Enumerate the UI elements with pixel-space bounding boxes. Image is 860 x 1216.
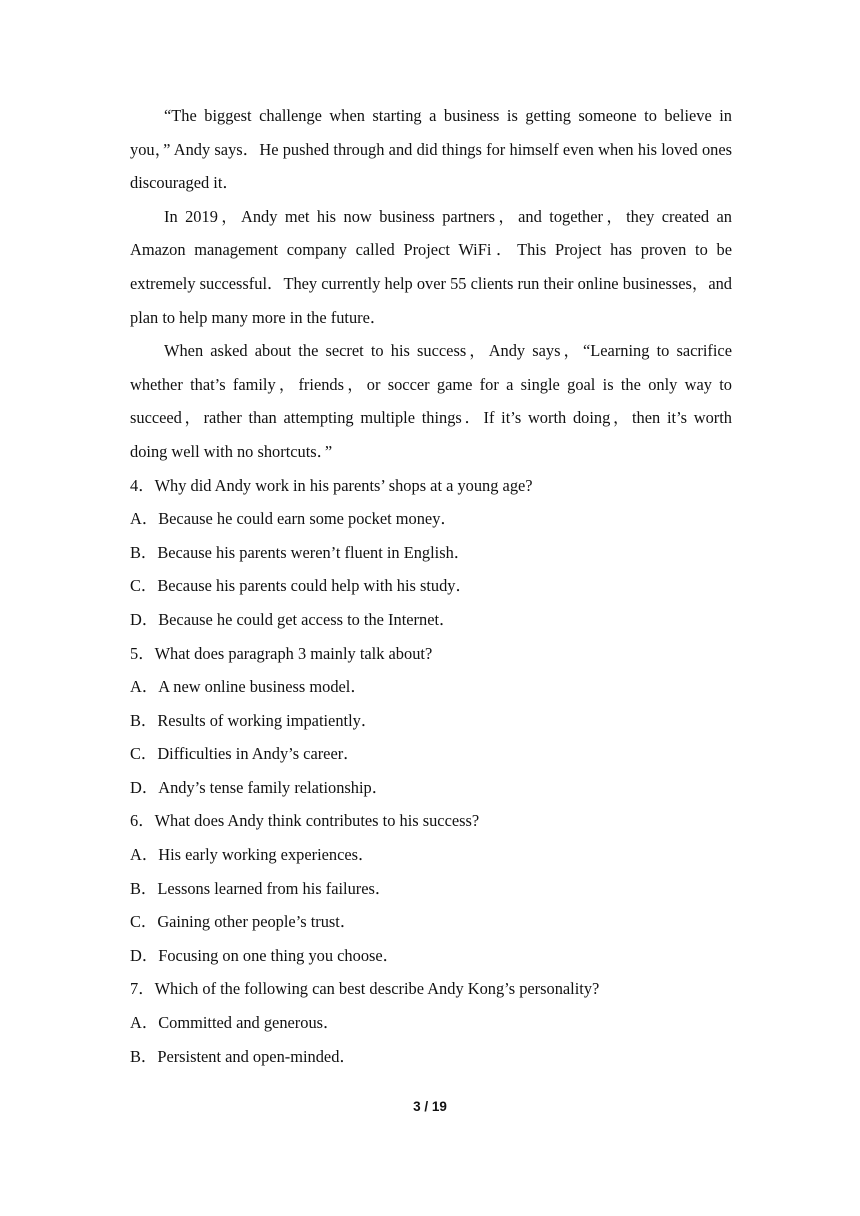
passage-paragraph-3: When asked about the secret to his success，Andy says，“Learning to sacrifice whether that’s family，friends，or soccer game for a single goal is the only way to succeed，rather than attempting multiple things．If it’s worth doing，then it’s worth doing well with no shortcuts．”	[130, 341, 732, 461]
question-stem: 4．Why did Andy work in his parents’ shops at a young age?	[130, 475, 533, 495]
option-d: D．Focusing on one thing you choose．	[130, 945, 400, 965]
option-a: A．Committed and generous．	[130, 1013, 340, 1033]
option-c: C．Difficulties in Andy’s career．	[130, 744, 360, 764]
page-number: 3 / 19	[413, 1099, 447, 1114]
passage-paragraph-1: “The biggest challenge when starting a business is getting someone to believe in you，” Andy says．He pushed through and did things for himself even when his loved ones discouraged it．	[130, 106, 732, 193]
question-6	[130, 804, 732, 972]
option-d: D．Because he could get access to the Internet．	[130, 609, 456, 629]
question-7	[130, 972, 732, 1073]
question-stem: 6．What does Andy think contributes to his success?	[130, 811, 480, 831]
option-b: B．Persistent and open-minded．	[130, 1046, 356, 1066]
option-a: A．A new online business model．	[130, 677, 367, 697]
option-c: C．Because his parents could help with his study．	[130, 576, 472, 596]
option-a: A．Because he could earn some pocket money．	[130, 509, 457, 529]
option-a: A．His early working experiences．	[130, 845, 375, 865]
page-content	[130, 99, 732, 1073]
option-d: D．Andy’s tense family relationship．	[130, 777, 389, 797]
option-b: B．Because his parents weren’t fluent in English．	[130, 542, 471, 562]
option-c: C．Gaining other people’s trust．	[130, 912, 357, 932]
passage-paragraph-2: In 2019，Andy met his now business partners，and together，they created an Amazon management company called Project WiFi．This Project has proven to be extremely successful．They currently help over 55 clients run their online businesses，and plan to help many more in the future．	[130, 206, 732, 327]
question-stem: 5．What does paragraph 3 mainly talk about?	[130, 643, 433, 663]
option-b: B．Results of working impatiently．	[130, 710, 378, 730]
option-b: B．Lessons learned from his failures．	[130, 878, 392, 898]
question-stem: 7．Which of the following can best describe Andy Kong’s personality?	[130, 979, 600, 999]
question-4	[130, 469, 732, 637]
question-5	[130, 637, 732, 805]
